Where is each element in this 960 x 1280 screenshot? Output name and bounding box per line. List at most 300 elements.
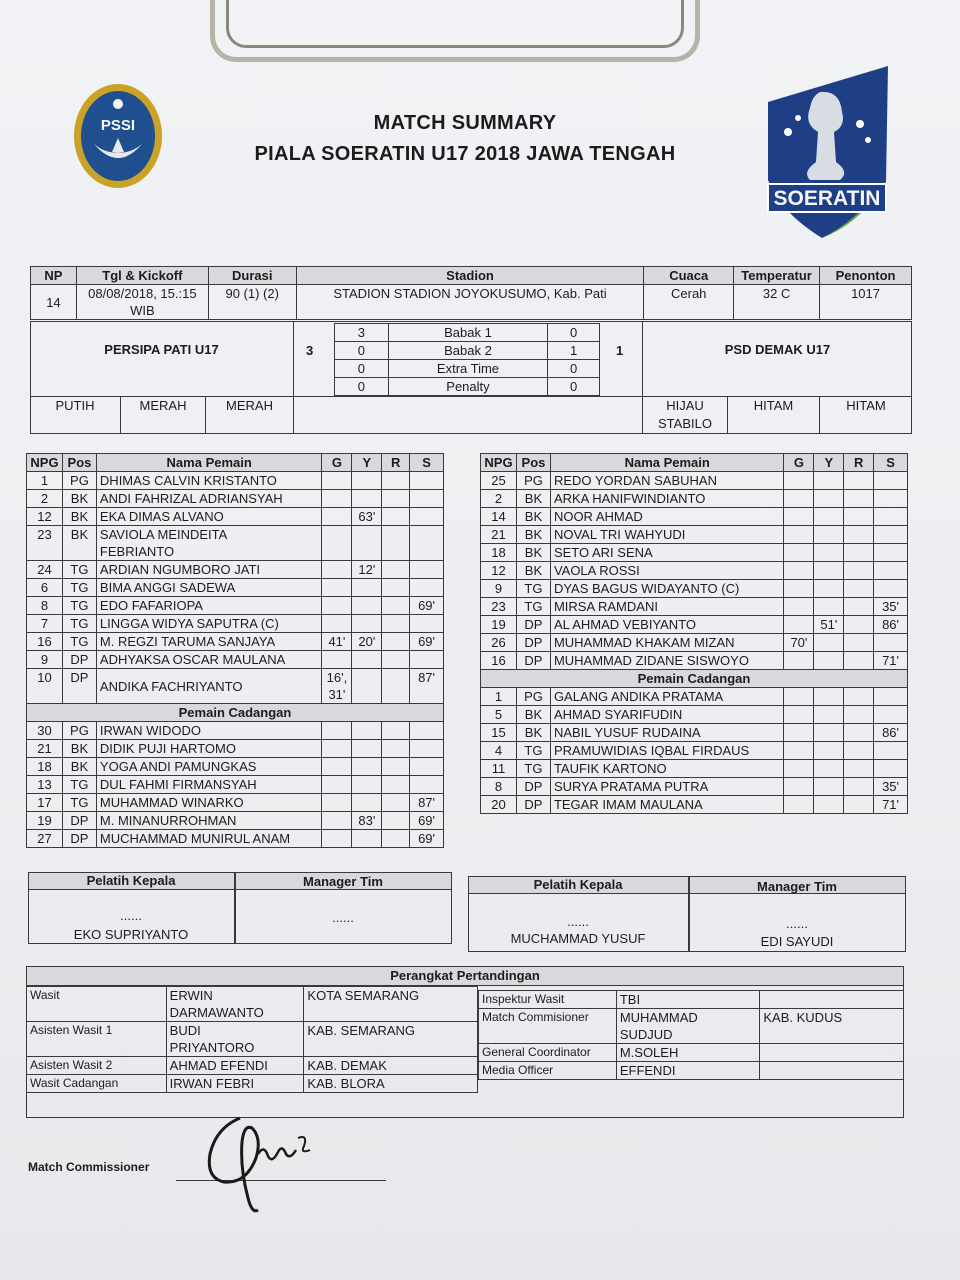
subs-section-row — [481, 670, 908, 688]
player-goal — [784, 706, 814, 724]
player-sub: 35' — [874, 598, 908, 616]
player-red — [844, 598, 874, 616]
player-sub — [410, 758, 444, 776]
period-home-score: 0 — [335, 378, 389, 396]
player-sub — [874, 760, 908, 778]
player-position: TG — [62, 776, 96, 794]
player-row — [27, 740, 444, 758]
player-goal — [784, 616, 814, 634]
official-name — [616, 1062, 760, 1080]
player-sub — [410, 526, 444, 561]
player-yellow: 63' — [352, 508, 382, 526]
home-manager-dots: ...... — [332, 910, 354, 925]
player-goal — [784, 724, 814, 742]
player-name — [550, 724, 784, 742]
player-name-text: ADHYAKSA OSCAR MAULANA — [99, 652, 286, 667]
away-players-table — [480, 453, 908, 814]
player-sub — [874, 706, 908, 724]
player-row — [481, 706, 908, 724]
player-sub — [874, 544, 908, 562]
player-yellow: 12' — [352, 561, 382, 579]
player-name — [96, 561, 322, 579]
info-header-2: Durasi — [208, 267, 296, 285]
player-red — [382, 776, 410, 794]
player-number: 20 — [481, 796, 517, 814]
player-header-cell: Pos — [516, 454, 550, 472]
official-row — [27, 1075, 478, 1093]
player-name — [550, 580, 784, 598]
player-name — [96, 615, 322, 633]
player-position: TG — [516, 742, 550, 760]
player-name-text: SETO ARI SENA — [553, 545, 653, 560]
player-number: 30 — [27, 722, 63, 740]
player-red — [844, 490, 874, 508]
player-goal — [322, 722, 352, 740]
player-name — [96, 794, 322, 812]
player-goal — [322, 794, 352, 812]
player-goal — [322, 508, 352, 526]
player-row — [481, 724, 908, 742]
player-header-cell: NPG — [481, 454, 517, 472]
player-name — [96, 490, 322, 508]
player-header-cell: Y — [352, 454, 382, 472]
official-city — [760, 1044, 904, 1062]
away-kit-3: HITAM — [846, 398, 886, 413]
player-goal — [322, 812, 352, 830]
player-sub — [410, 740, 444, 758]
player-name-text: MUCHAMMAD MUNIRUL ANAM — [99, 831, 291, 846]
player-name — [96, 776, 322, 794]
period-away-score: 0 — [548, 324, 600, 342]
player-position: TG — [62, 561, 96, 579]
player-name-text: ANDIKA FACHRIYANTO — [99, 678, 243, 694]
info-header-1: Tgl & Kickoff — [76, 267, 208, 285]
player-position: DP — [516, 652, 550, 670]
doc-subtitle: PIALA SOERATIN U17 2018 JAWA TENGAH — [254, 143, 676, 165]
player-name — [96, 758, 322, 776]
player-sub: 86' — [874, 724, 908, 742]
player-yellow — [352, 651, 382, 669]
player-name — [96, 651, 322, 669]
player-goal — [784, 472, 814, 490]
official-city — [760, 991, 904, 1009]
player-red — [382, 526, 410, 561]
player-sub — [410, 776, 444, 794]
official-name-text: TBI — [619, 992, 641, 1007]
player-number: 18 — [481, 544, 517, 562]
player-row — [481, 778, 908, 796]
player-number: 16 — [481, 652, 517, 670]
official-name-text-2: SUDJUD — [619, 1027, 673, 1042]
player-number: 13 — [27, 776, 63, 794]
player-red — [844, 742, 874, 760]
player-row — [27, 508, 444, 526]
official-row — [27, 1022, 478, 1057]
player-header-cell: Y — [814, 454, 844, 472]
player-name-text: DYAS BAGUS WIDAYANTO (C) — [553, 581, 740, 596]
player-position: BK — [516, 544, 550, 562]
period-label: Babak 1 — [388, 324, 547, 342]
home-kit-1: PUTIH — [55, 398, 95, 413]
player-red — [844, 580, 874, 598]
player-sub: 87' — [410, 794, 444, 812]
player-name — [550, 616, 784, 634]
player-name — [96, 830, 322, 848]
player-goal — [322, 615, 352, 633]
player-sub: 86' — [874, 616, 908, 634]
away-team-name: PSD DEMAK U17 — [724, 342, 831, 357]
player-position: TG — [516, 598, 550, 616]
player-number: 1 — [481, 688, 517, 706]
player-red — [382, 812, 410, 830]
player-number: 25 — [481, 472, 517, 490]
player-header-cell: R — [382, 454, 410, 472]
home-manager-label: Manager Tim — [303, 874, 383, 889]
subs-section-label: Pemain Cadangan — [481, 670, 908, 688]
official-row — [479, 1044, 904, 1062]
player-red — [382, 758, 410, 776]
player-name-text: NOOR AHMAD — [553, 509, 643, 524]
period-home-score: 0 — [335, 342, 389, 360]
player-position: BK — [62, 758, 96, 776]
player-name-text: MIRSA RAMDANI — [553, 599, 658, 614]
player-yellow — [814, 562, 844, 580]
player-red — [382, 633, 410, 651]
player-goal — [784, 490, 814, 508]
official-role: Media Officer — [479, 1062, 617, 1080]
player-yellow — [814, 796, 844, 814]
player-goal — [322, 740, 352, 758]
player-row — [27, 830, 444, 848]
player-row — [481, 490, 908, 508]
player-yellow: 83' — [352, 812, 382, 830]
player-yellow — [352, 740, 382, 758]
player-yellow — [352, 794, 382, 812]
player-goal — [784, 526, 814, 544]
player-yellow: 20' — [352, 633, 382, 651]
player-name-text: NOVAL TRI WAHYUDI — [553, 527, 686, 542]
player-yellow — [814, 688, 844, 706]
player-row — [481, 616, 908, 634]
signature-image — [196, 1098, 326, 1218]
player-number: 23 — [27, 526, 63, 561]
player-number: 2 — [27, 490, 63, 508]
player-header-cell: S — [410, 454, 444, 472]
player-number: 21 — [481, 526, 517, 544]
player-name — [550, 598, 784, 616]
player-red — [844, 472, 874, 490]
official-role: Asisten Wasit 2 — [27, 1057, 167, 1075]
player-goal — [784, 778, 814, 796]
player-sub — [410, 472, 444, 490]
player-name-text: YOGA ANDI PAMUNGKAS — [99, 759, 257, 774]
player-number: 5 — [481, 706, 517, 724]
player-row — [481, 544, 908, 562]
player-header-cell: R — [844, 454, 874, 472]
player-header-cell: G — [784, 454, 814, 472]
player-yellow — [352, 597, 382, 615]
player-sub — [874, 634, 908, 652]
player-name-text: ARDIAN NGUMBORO JATI — [99, 562, 261, 577]
player-sub: 69' — [410, 633, 444, 651]
player-name-text: IRWAN WIDODO — [99, 723, 202, 738]
player-row — [481, 634, 908, 652]
player-goal-time-2: 31' — [328, 687, 346, 702]
player-yellow: 51' — [814, 616, 844, 634]
player-row — [27, 669, 444, 704]
player-position: BK — [516, 706, 550, 724]
player-position: BK — [516, 724, 550, 742]
player-position: BK — [516, 490, 550, 508]
player-yellow — [352, 579, 382, 597]
player-goal — [322, 561, 352, 579]
player-sub — [874, 580, 908, 598]
official-name-text: EFFENDI — [619, 1063, 676, 1078]
player-name-text: SAVIOLA MEINDEITA — [99, 527, 228, 542]
home-kit-2: MERAH — [139, 398, 187, 413]
match-info-row — [31, 285, 912, 320]
player-name — [96, 812, 322, 830]
player-row — [27, 651, 444, 669]
player-yellow — [814, 742, 844, 760]
official-role: Asisten Wasit 1 — [27, 1022, 167, 1057]
player-row — [27, 615, 444, 633]
player-sub: 69' — [410, 597, 444, 615]
player-sub — [874, 472, 908, 490]
player-header-cell: Pos — [62, 454, 96, 472]
player-header-row — [481, 454, 908, 472]
match-stadium: STADION STADION JOYOKUSUMO, Kab. Pati — [296, 285, 644, 320]
player-position: TG — [516, 580, 550, 598]
player-red — [844, 634, 874, 652]
clipboard-clip-inner — [226, 0, 684, 48]
player-row — [481, 580, 908, 598]
player-number: 18 — [27, 758, 63, 776]
player-sub — [410, 508, 444, 526]
player-number: 24 — [27, 561, 63, 579]
official-name-text-2: DARMAWANTO — [169, 1005, 264, 1020]
player-name-text: ARKA HANIFWINDIANTO — [553, 491, 706, 506]
player-position: DP — [516, 796, 550, 814]
player-name — [550, 508, 784, 526]
away-manager-name: EDI SAYUDI — [760, 934, 834, 949]
player-name — [550, 472, 784, 490]
player-name-text: M. MINANURROHMAN — [99, 813, 237, 828]
player-name-text: AL AHMAD VEBIYANTO — [553, 617, 697, 632]
player-number: 7 — [27, 615, 63, 633]
official-city: KAB. DEMAK — [304, 1057, 478, 1075]
player-row — [27, 722, 444, 740]
player-name-text: EDO FAFARIOPA — [99, 598, 203, 613]
player-name — [550, 688, 784, 706]
player-red — [382, 651, 410, 669]
player-position: DP — [62, 830, 96, 848]
official-city — [760, 1062, 904, 1080]
player-row — [481, 688, 908, 706]
player-row — [27, 794, 444, 812]
match-tz: WIB — [130, 303, 155, 318]
player-red — [382, 490, 410, 508]
official-row — [479, 1009, 904, 1044]
official-name — [616, 991, 760, 1009]
player-name — [550, 526, 784, 544]
player-name — [96, 669, 322, 704]
player-row — [481, 796, 908, 814]
player-position: PG — [516, 472, 550, 490]
player-yellow — [352, 776, 382, 794]
player-goal — [322, 633, 352, 651]
soeratin-logo-text: SOERATIN — [773, 187, 881, 210]
player-position: DP — [62, 669, 96, 704]
player-position: TG — [62, 615, 96, 633]
player-name-text: VAOLA ROSSI — [553, 563, 640, 578]
doc-title: MATCH SUMMARY — [373, 112, 557, 134]
player-row — [481, 742, 908, 760]
player-name — [96, 722, 322, 740]
player-number: 17 — [27, 794, 63, 812]
player-red — [382, 615, 410, 633]
pssi-logo — [72, 82, 164, 190]
player-position: PG — [62, 722, 96, 740]
player-goal — [784, 742, 814, 760]
official-row — [27, 987, 478, 1022]
official-name-text: M.SOLEH — [619, 1045, 679, 1060]
player-red — [844, 688, 874, 706]
player-row — [27, 490, 444, 508]
player-yellow — [814, 508, 844, 526]
player-sub — [874, 508, 908, 526]
player-red — [844, 508, 874, 526]
player-goal — [784, 508, 814, 526]
player-number: 23 — [481, 598, 517, 616]
subs-section-row — [27, 704, 444, 722]
period-away-score: 1 — [548, 342, 600, 360]
match-weather: Cerah — [644, 285, 734, 320]
player-yellow — [814, 652, 844, 670]
match-commissioner-label: Match Commissioner — [28, 1160, 150, 1174]
player-name — [96, 740, 322, 758]
player-position: DP — [516, 634, 550, 652]
home-total-score: 3 — [306, 343, 314, 358]
official-name — [166, 1022, 304, 1057]
player-row — [27, 579, 444, 597]
player-red — [382, 794, 410, 812]
player-header-cell: S — [874, 454, 908, 472]
player-yellow — [814, 580, 844, 598]
player-position: BK — [516, 526, 550, 544]
player-sub — [874, 526, 908, 544]
player-yellow — [814, 706, 844, 724]
period-label: Extra Time — [388, 360, 547, 378]
player-goal — [322, 830, 352, 848]
player-sub — [874, 490, 908, 508]
player-row — [27, 758, 444, 776]
player-goal — [322, 490, 352, 508]
player-yellow — [814, 760, 844, 778]
official-name-text: BUDI — [169, 1023, 201, 1038]
player-sub: 69' — [410, 812, 444, 830]
player-position: PG — [516, 688, 550, 706]
home-coach-label: Pelatih Kepala — [86, 873, 176, 888]
player-name — [550, 490, 784, 508]
player-red — [844, 652, 874, 670]
player-name — [96, 633, 322, 651]
player-goal — [784, 760, 814, 778]
player-position: TG — [516, 760, 550, 778]
player-name-text: GALANG ANDIKA PRATAMA — [553, 689, 724, 704]
home-coach-dots: ...... — [120, 908, 142, 923]
official-role: Wasit Cadangan — [27, 1075, 167, 1093]
player-header-row — [27, 454, 444, 472]
player-goal — [784, 688, 814, 706]
player-position: BK — [62, 526, 96, 561]
player-position: DP — [516, 616, 550, 634]
official-row — [27, 1057, 478, 1075]
player-yellow — [814, 778, 844, 796]
official-city: KAB. SEMARANG — [304, 1022, 478, 1057]
player-yellow — [352, 758, 382, 776]
match-attendance: 1017 — [820, 285, 912, 320]
player-yellow — [814, 598, 844, 616]
player-name-text: AHMAD SYARIFUDIN — [553, 707, 683, 722]
away-manager-label: Manager Tim — [757, 879, 837, 894]
player-goal-time: 41' — [328, 634, 346, 649]
player-position: BK — [62, 490, 96, 508]
official-name — [166, 1057, 304, 1075]
subs-section-label: Pemain Cadangan — [27, 704, 444, 722]
player-name-text: TEGAR IMAM MAULANA — [553, 797, 703, 812]
player-position: DP — [62, 651, 96, 669]
player-row — [27, 561, 444, 579]
player-goal — [784, 796, 814, 814]
official-name-text: IRWAN FEBRI — [169, 1076, 255, 1091]
player-row — [27, 597, 444, 615]
player-row — [27, 776, 444, 794]
official-role: Inspektur Wasit — [479, 991, 617, 1009]
info-header-4: Cuaca — [644, 267, 734, 285]
away-kit-1b: STABILO — [658, 416, 712, 431]
player-goal — [784, 580, 814, 598]
player-yellow — [352, 722, 382, 740]
player-red — [382, 597, 410, 615]
away-manager-dots: ...... — [786, 916, 808, 931]
official-row — [479, 1062, 904, 1080]
player-sub — [410, 722, 444, 740]
official-name — [616, 1009, 760, 1044]
match-duration: 90 (1) (2) — [208, 285, 296, 320]
away-total-score: 1 — [616, 343, 624, 358]
player-sub: 71' — [874, 796, 908, 814]
player-red — [844, 778, 874, 796]
player-sub — [410, 561, 444, 579]
official-name — [616, 1044, 760, 1062]
player-row — [481, 598, 908, 616]
player-position: BK — [62, 508, 96, 526]
player-goal — [784, 634, 814, 652]
player-position: BK — [62, 740, 96, 758]
player-name-text: MUHAMMAD ZIDANE SISWOYO — [553, 653, 749, 668]
player-position: TG — [62, 579, 96, 597]
player-red — [844, 526, 874, 544]
player-name-text: EKA DIMAS ALVANO — [99, 509, 224, 524]
perangkat-title: Perangkat Pertandingan — [390, 968, 540, 983]
match-number: 14 — [31, 285, 77, 320]
period-row — [335, 342, 600, 360]
player-header-cell: NPG — [27, 454, 63, 472]
player-row — [481, 562, 908, 580]
player-sub — [410, 615, 444, 633]
player-header-cell: G — [322, 454, 352, 472]
